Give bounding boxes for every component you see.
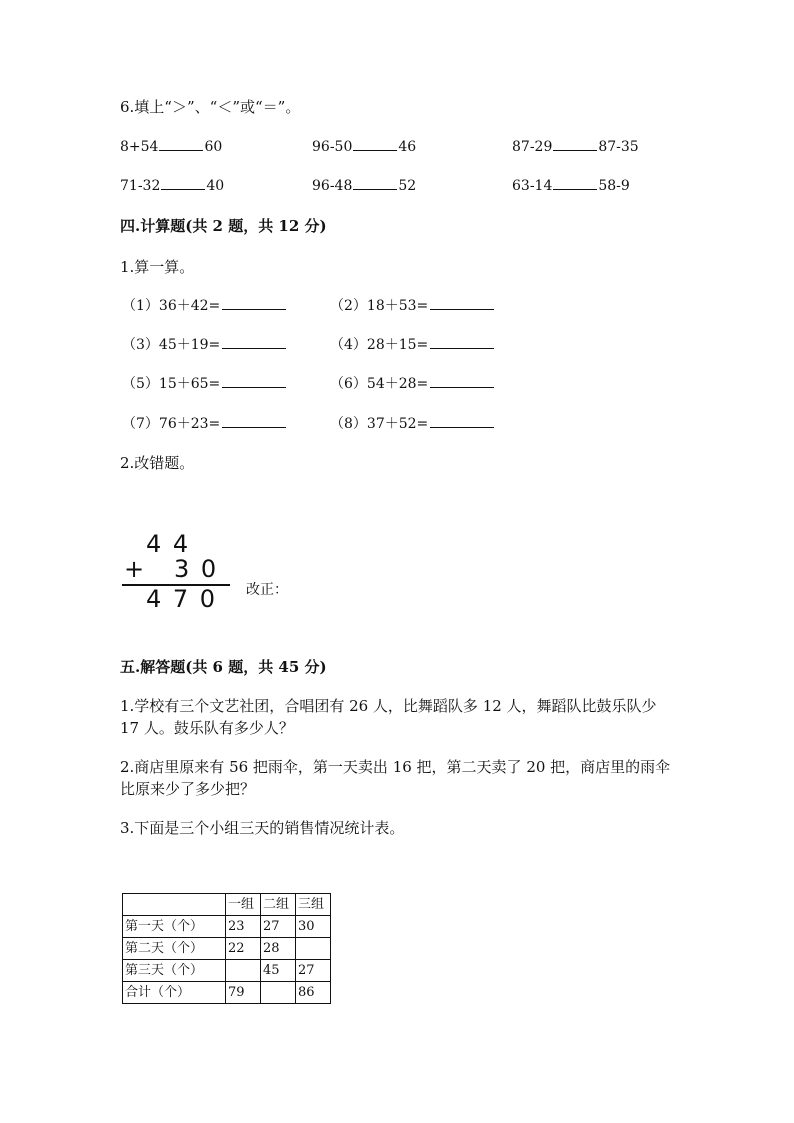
calc-item-4 — [330, 334, 494, 354]
answer-blank[interactable] — [159, 138, 203, 151]
compare-right: 52 — [398, 178, 417, 194]
compare-right: 40 — [206, 178, 225, 194]
answer-blank[interactable] — [353, 177, 397, 190]
table-cell: 27 — [261, 916, 296, 938]
table-cell: 合计（个） — [123, 982, 226, 1004]
compare-row-1 — [120, 138, 680, 158]
table-header-row — [123, 894, 331, 916]
table-cell: 22 — [226, 938, 261, 960]
table-cell: 28 — [261, 938, 296, 960]
calc-item-6 — [330, 373, 494, 393]
calc-expression: （4）28＋15= — [330, 337, 429, 353]
compare-item — [120, 177, 224, 194]
table-cell: 30 — [296, 916, 331, 938]
answer-line[interactable] — [222, 336, 286, 349]
table-header-cell — [123, 894, 226, 916]
table-header-cell: 二组 — [261, 894, 296, 916]
plus-sign: + — [124, 555, 145, 583]
calc-item-1 — [122, 295, 286, 315]
calc-expression: （5）15＋65= — [122, 376, 221, 392]
calc-expression: （2）18＋53= — [330, 298, 429, 314]
calc-question-title: 1.算一算。 — [120, 258, 195, 276]
table-header-cell: 一组 — [226, 894, 261, 916]
compare-right: 46 — [398, 139, 417, 155]
compare-right: 87-35 — [598, 139, 639, 155]
section-5-title: 五.解答题(共 6 题，共 45 分) — [120, 658, 327, 676]
calc-expression: （6）54＋28= — [330, 376, 429, 392]
compare-item — [312, 138, 416, 155]
table-cell: 79 — [226, 982, 261, 1004]
table-cell — [296, 938, 331, 960]
calc-item-7 — [122, 413, 286, 433]
table-cell — [261, 982, 296, 1004]
vertical-top-number: 4 4 — [146, 530, 191, 558]
calc-expression: （7）76＋23= — [122, 416, 221, 432]
compare-row-2 — [120, 177, 680, 197]
compare-right: 60 — [204, 139, 223, 155]
table-header-cell: 三组 — [296, 894, 331, 916]
compare-item — [512, 177, 630, 194]
table-cell: 27 — [296, 960, 331, 982]
correction-question-title: 2.改错题。 — [120, 454, 195, 472]
calc-expression: （1）36＋42= — [122, 298, 221, 314]
calc-item-5 — [122, 373, 286, 393]
table-row — [123, 960, 331, 982]
answer-blank[interactable] — [161, 177, 205, 190]
compare-item — [312, 177, 416, 194]
question-6-title: 6.填上“＞”、“＜”或“＝”。 — [120, 98, 301, 116]
answer-line[interactable] — [222, 415, 286, 428]
answer-blank[interactable] — [553, 177, 597, 190]
compare-left: 96-50 — [312, 139, 353, 155]
answer-line[interactable] — [430, 297, 494, 310]
table-row — [123, 938, 331, 960]
compare-left: 87-29 — [512, 139, 553, 155]
problem-1-text: 1.学校有三个文艺社团，合唱团有 26 人，比舞蹈队多 12 人，舞蹈队比鼓乐队少 17 人。鼓乐队有多少人？ — [120, 697, 657, 737]
table-cell: 23 — [226, 916, 261, 938]
compare-left: 96-48 — [312, 178, 353, 194]
compare-item — [512, 138, 639, 155]
table-cell: 86 — [296, 982, 331, 1004]
answer-line[interactable] — [222, 375, 286, 388]
table-cell: 第二天（个） — [123, 938, 226, 960]
sales-table — [122, 893, 331, 1004]
compare-item — [120, 138, 222, 155]
calc-item-2 — [330, 295, 494, 315]
table-row — [123, 916, 331, 938]
table-cell — [226, 960, 261, 982]
calc-item-3 — [122, 334, 286, 354]
vertical-second-number: 3 0 — [174, 555, 219, 583]
answer-line[interactable] — [430, 336, 494, 349]
compare-right: 58-9 — [598, 178, 630, 194]
table-cell: 第一天（个） — [123, 916, 226, 938]
calc-item-8 — [330, 413, 494, 433]
compare-left: 71-32 — [120, 178, 161, 194]
answer-line[interactable] — [430, 415, 494, 428]
table-cell: 45 — [261, 960, 296, 982]
calc-expression: （8）37＋52= — [330, 416, 429, 432]
vertical-result: 4 7 0 — [146, 585, 218, 613]
section-4-title: 四.计算题(共 2 题，共 12 分) — [120, 217, 327, 235]
answer-blank[interactable] — [553, 138, 597, 151]
fix-label: 改正： — [246, 582, 288, 598]
problem-3-text: 3.下面是三个小组三天的销售情况统计表。 — [120, 819, 405, 837]
answer-blank[interactable] — [353, 138, 397, 151]
table-row — [123, 982, 331, 1004]
compare-left: 8+54 — [120, 139, 159, 155]
answer-line[interactable] — [222, 297, 286, 310]
compare-left: 63-14 — [512, 178, 553, 194]
problem-2-text: 2.商店里原来有 56 把雨伞，第一天卖出 16 把，第二天卖了 20 把，商店里的雨伞比原来少了多少把？ — [120, 758, 671, 798]
table-cell: 第三天（个） — [123, 960, 226, 982]
answer-line[interactable] — [430, 375, 494, 388]
calc-expression: （3）45＋19= — [122, 337, 221, 353]
